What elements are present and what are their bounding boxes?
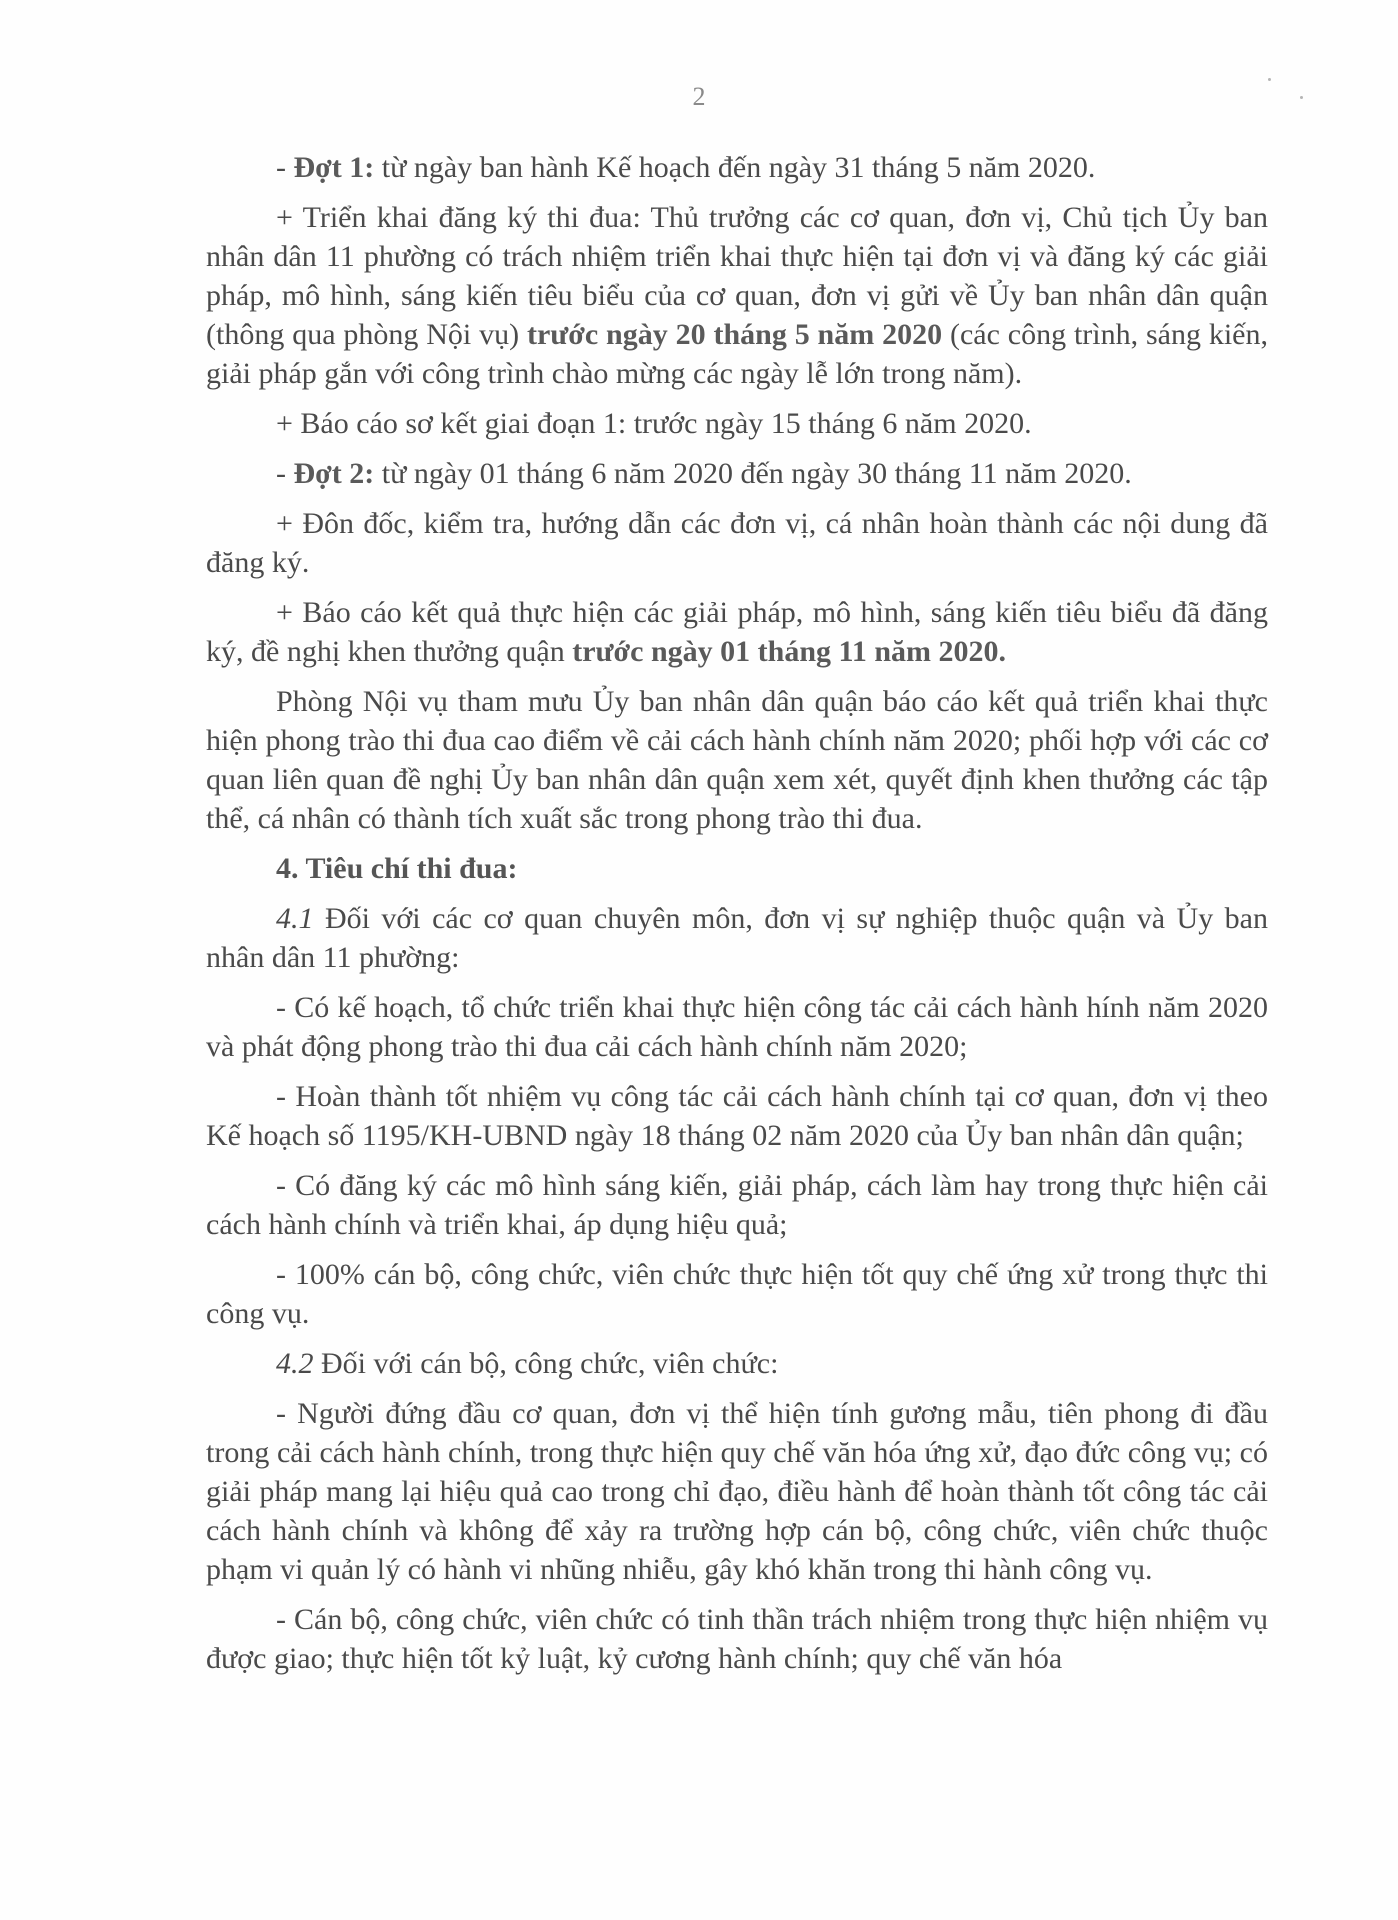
paragraph-stage-1-report: + Báo cáo sơ kết giai đoạn 1: trước ngày 15 tháng 6 năm 2020.	[276, 407, 1032, 440]
paragraph-officials: - Cán bộ, công chức, viên chức có tinh thần trách nhiệm trong thực hiện nhiệm vụ được giao; thực hiện tốt kỷ luật, kỷ cương hành chính; quy chế văn hóa	[206, 1603, 1268, 1675]
paragraph-result-report: + Báo cáo kết quả thực hiện các giải pháp, mô hình, sáng kiến tiêu biểu đã đăng ký, đề nghị khen thưởng quận trước ngày 01 tháng 11 năm 2020.	[206, 596, 1268, 668]
paragraph-complete-tasks: - Hoàn thành tốt nhiệm vụ công tác cải cách hành chính tại cơ quan, đơn vị theo Kế hoạch số 1195/KH-UBND ngày 18 tháng 02 năm 2020 của Ủy ban nhân dân quận;	[206, 1080, 1268, 1152]
scan-speck	[1300, 96, 1303, 99]
paragraph-phase-1: - Đợt 1: từ ngày ban hành Kế hoạch đến ngày 31 tháng 5 năm 2020.	[276, 151, 1096, 184]
paragraph-register-emulation: + Triển khai đăng ký thi đua: Thủ trưởng các cơ quan, đơn vị, Chủ tịch Ủy ban nhân dân 11 phường có trách nhiệm triển khai thực hiện tại đơn vị và đăng ký các giải pháp, mô hình, sáng kiến tiêu biểu của cơ quan, đơn vị gửi về Ủy ban nhân dân quận (thông qua phòng Nội vụ) trước ngày 20 tháng 5 năm 2020 (các công trình, sáng kiến, giải pháp gắn với công trình chào mừng các ngày lễ lớn trong năm).	[206, 201, 1268, 390]
paragraph-register-models: - Có đăng ký các mô hình sáng kiến, giải pháp, cách làm hay trong thực hiện cải cách hành chính và triển khai, áp dụng hiệu quả;	[206, 1169, 1268, 1241]
paragraph-4-1: 4.1 Đối với các cơ quan chuyên môn, đơn vị sự nghiệp thuộc quận và Ủy ban nhân dân 11 phường:	[206, 902, 1268, 974]
section-number: 4.1	[276, 902, 314, 935]
phase-2-label: Đợt 2:	[293, 457, 375, 490]
scan-speck	[1268, 78, 1271, 81]
deadline-bold: trước ngày 01 tháng 11 năm 2020.	[572, 635, 1007, 668]
paragraph-head-of-agency: - Người đứng đầu cơ quan, đơn vị thể hiện tính gương mẫu, tiên phong đi đầu trong cải cách hành chính, trong thực hiện quy chế văn hóa ứng xử, đạo đức công vụ; có giải pháp mang lại hiệu quả cao trong chỉ đạo, điều hành để hoàn thành tốt công tác cải cách hành chính và không để xảy ra trường hợp cán bộ, công chức, viên chức thuộc phạm vi quản lý có hành vi nhũng nhiễu, gây khó khăn trong thi hành công vụ.	[206, 1397, 1268, 1586]
section-number: 4.2	[276, 1347, 314, 1380]
phase-1-label: Đợt 1:	[293, 151, 375, 184]
paragraph-plan: - Có kế hoạch, tổ chức triển khai thực hiện công tác cải cách hành hính năm 2020 và phát động phong trào thi đua cải cách hành chính năm 2020;	[206, 991, 1268, 1063]
page-number: 2	[692, 82, 706, 111]
paragraph-4-2: 4.2 Đối với cán bộ, công chức, viên chức:	[276, 1347, 779, 1380]
document-body	[206, 148, 1268, 1689]
paragraph-urge-inspect: + Đôn đốc, kiểm tra, hướng dẫn các đơn vị, cá nhân hoàn thành các nội dung đã đăng ký.	[206, 507, 1268, 579]
section-heading-criteria: 4. Tiêu chí thi đua:	[276, 852, 518, 885]
paragraph-code-of-conduct: - 100% cán bộ, công chức, viên chức thực hiện tốt quy chế ứng xử trong thực thi công vụ.	[206, 1258, 1268, 1330]
deadline-bold: trước ngày 20 tháng 5 năm 2020	[526, 318, 943, 351]
paragraph-phase-2: - Đợt 2: từ ngày 01 tháng 6 năm 2020 đến ngày 30 tháng 11 năm 2020.	[276, 457, 1132, 490]
paragraph-home-affairs: Phòng Nội vụ tham mưu Ủy ban nhân dân quận báo cáo kết quả triển khai thực hiện phong trào thi đua cao điểm về cải cách hành chính năm 2020; phối hợp với các cơ quan liên quan đề nghị Ủy ban nhân dân quận xem xét, quyết định khen thưởng các tập thể, cá nhân có thành tích xuất sắc trong phong trào thi đua.	[206, 685, 1268, 835]
